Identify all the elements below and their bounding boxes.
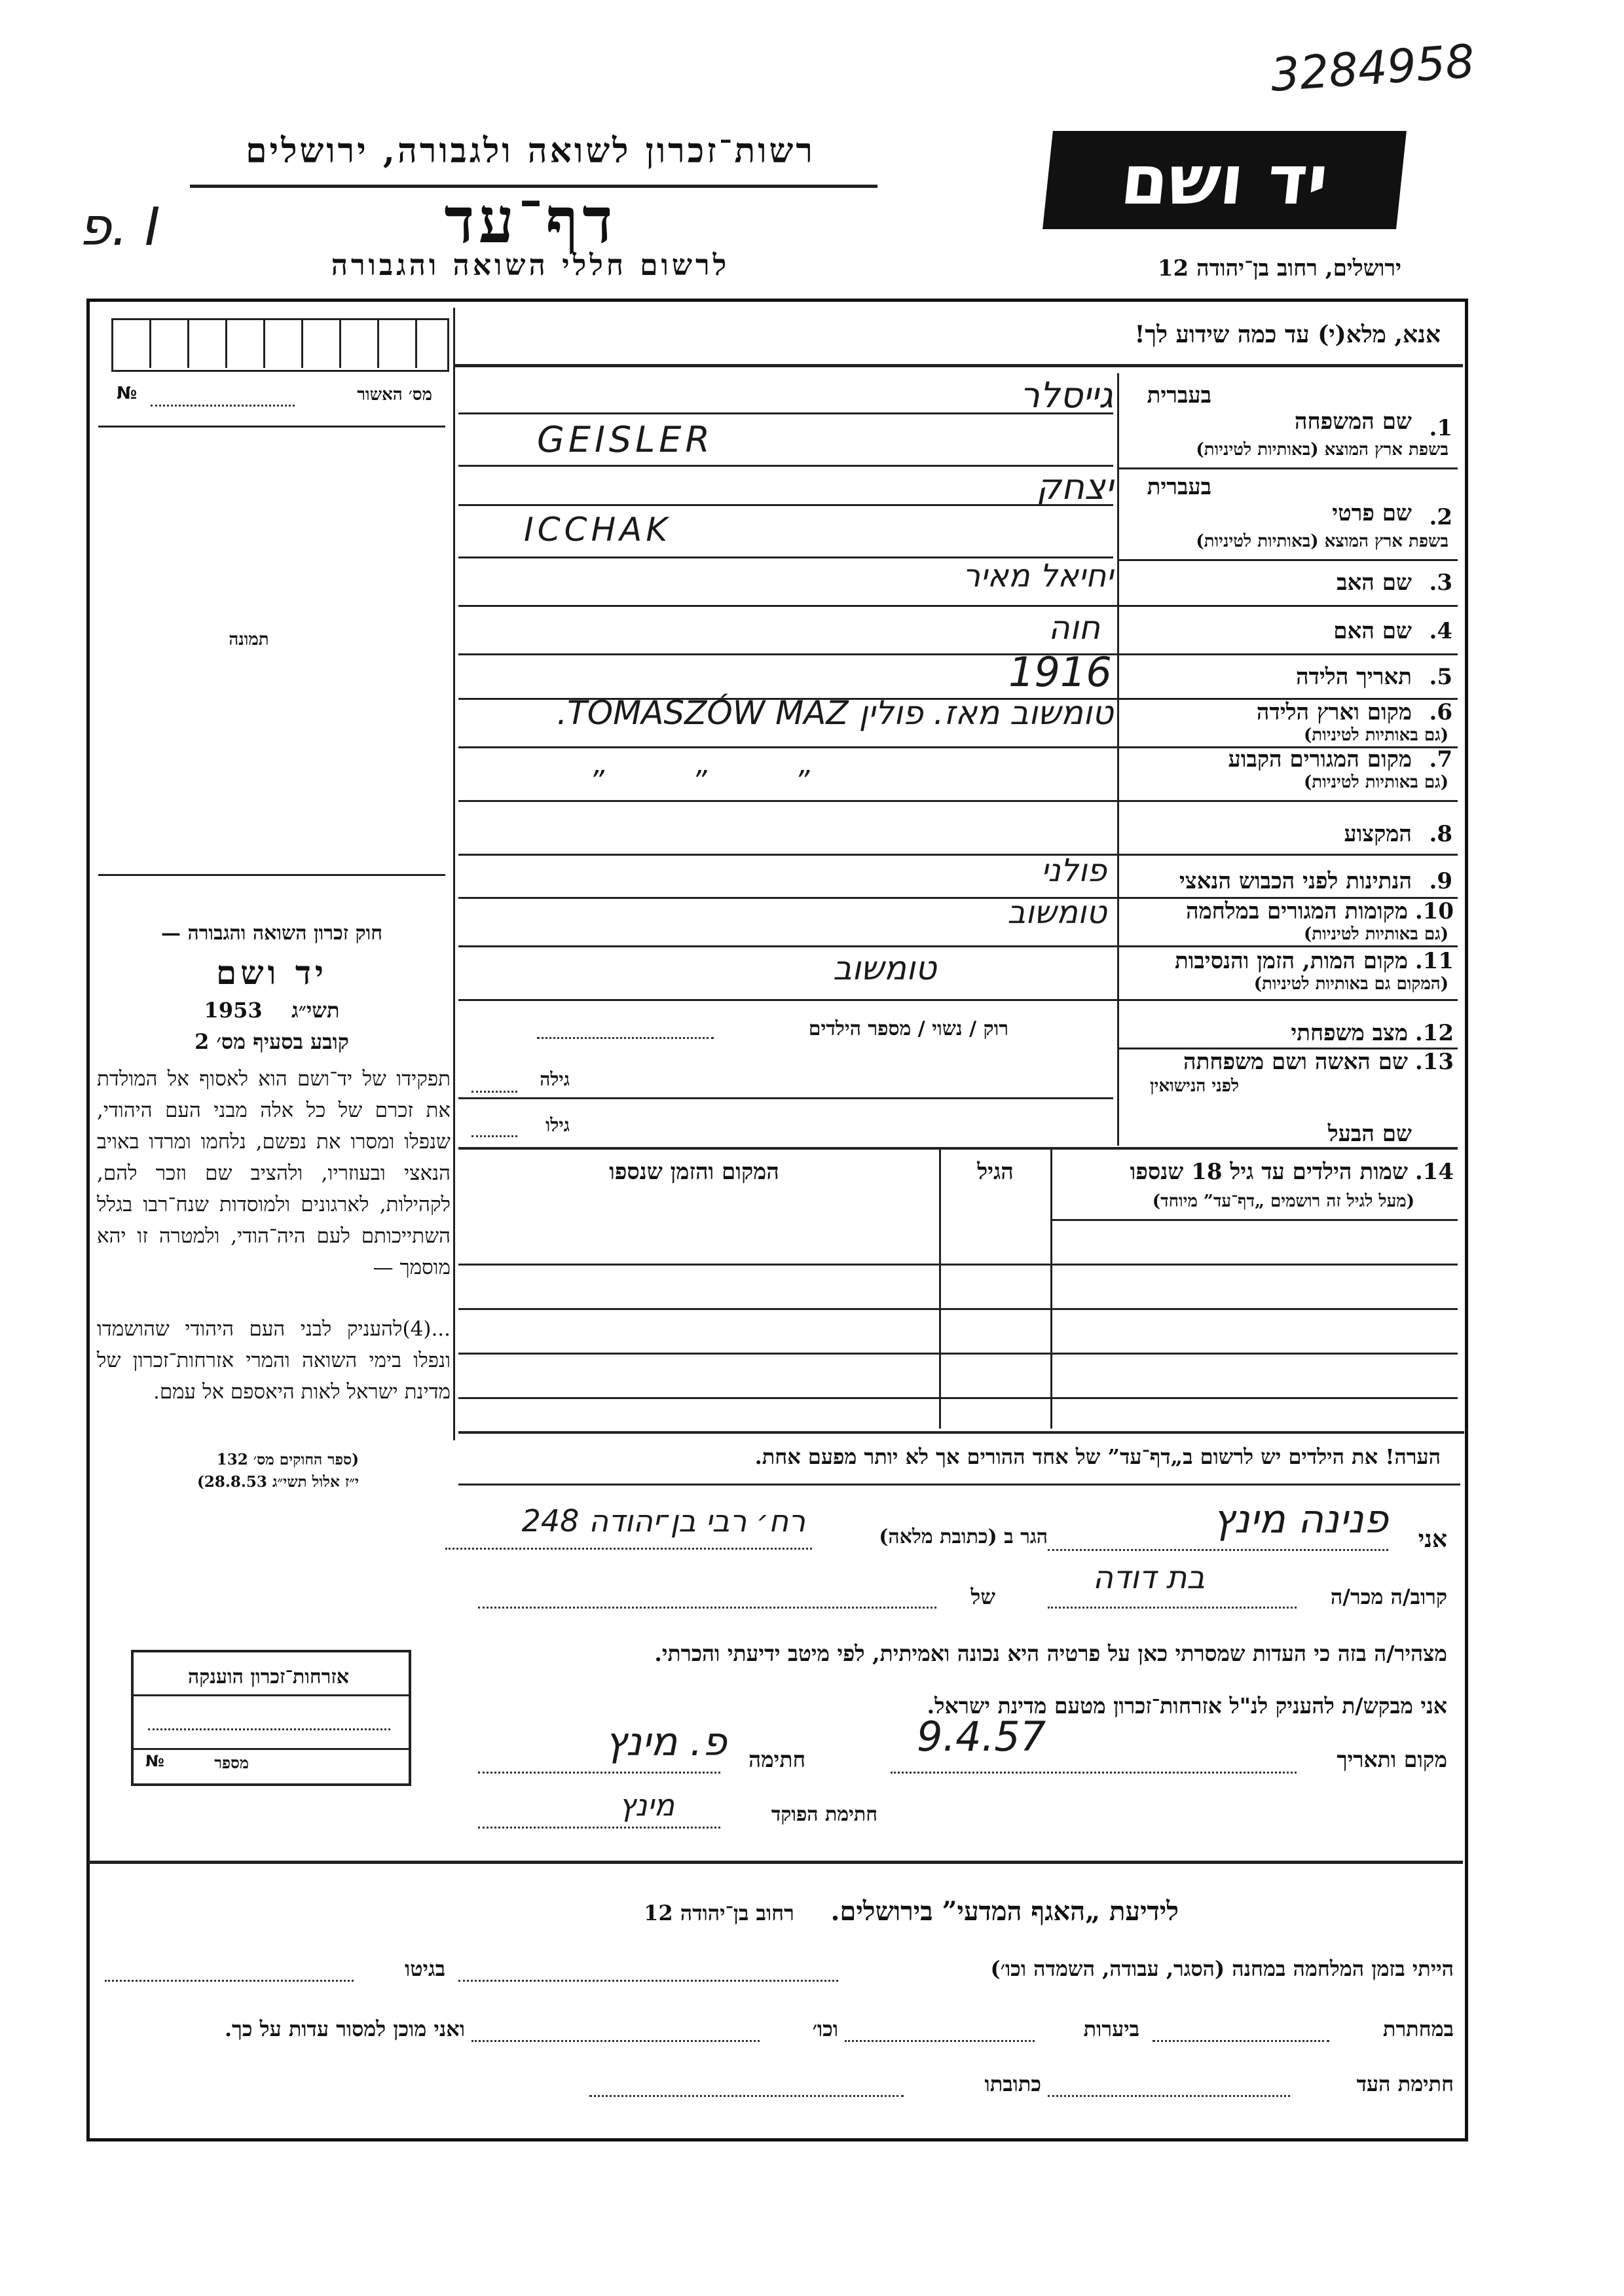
of-line — [478, 1607, 936, 1609]
etc-line — [471, 2040, 760, 2042]
intro-line — [454, 364, 1463, 367]
field-9-label: הנתינות לפני הכבוש הנאצי — [1179, 868, 1412, 894]
wife-age-line — [471, 1091, 517, 1093]
field-6-number: 6. — [1429, 699, 1452, 725]
field-2-hebrew-line — [458, 504, 1113, 506]
birth-place: טומשוב מאז. פולין TOMASZÓW MAZ. — [557, 694, 1113, 732]
law-year-heb: תשי״ג — [291, 998, 340, 1023]
field-4-number: 4. — [1429, 618, 1452, 644]
children-row-3 — [458, 1353, 1458, 1355]
law-text: תפקידו של יד־ושם הוא לאסוף אל המולדת את זכרם של כל אלה מבני העם היהודי, שנפלו ומסרו את נפשם, נלחמו ומרדו באויב הנאצי ובעוזריו, ולהציב שם וזכר להם, לקהילות, לארגונים ולמוסדות שנח־רבו בגלל השתייכותם לעם היה־הודי, ולמטרה זו יהא מוסמך — — [97, 1067, 451, 1279]
place-date-label: מקום ותאריך — [1337, 1747, 1447, 1772]
first-name-hebrew: יצחק — [1036, 466, 1113, 507]
approval-no-line — [151, 405, 295, 407]
stamp-divider — [339, 318, 341, 368]
first-name-latin: ICCHAK — [524, 511, 672, 549]
children-row-1 — [458, 1264, 1458, 1266]
camp-label: הייתי בזמן המלחמה במחנה (הסגר, עבודה, השמדה וכו׳) — [990, 1956, 1454, 1981]
field-14-label: שמות הילדים עד גיל 18 שנספו — [1130, 1159, 1408, 1185]
field-1-hebrew-line — [458, 412, 1113, 414]
law-title: חוק זכרון השואה והגבורה — — [161, 922, 382, 945]
wife-age-label: גילה — [540, 1068, 570, 1090]
approval-no-label: מס׳ האשור — [357, 385, 432, 405]
declarant-line — [1048, 1549, 1388, 1551]
address: ירושלים, רחוב בן־יהודה 12 — [1157, 255, 1401, 282]
stamp-divider — [263, 318, 265, 368]
field-5-number: 5. — [1429, 664, 1452, 690]
certificate-number-label: מספר — [214, 1753, 249, 1772]
stamp-divider — [149, 318, 151, 368]
certificate-sub-line — [131, 1748, 409, 1750]
children-col-place: המקום והזמן שנספו — [609, 1159, 779, 1185]
family-name-latin: GEISLER — [537, 419, 714, 460]
birth-date: 1916 — [1008, 648, 1112, 696]
declarant-signature: פ. מינץ — [604, 1719, 727, 1765]
forests-line — [845, 2040, 1035, 2042]
children-bottom — [458, 1431, 1464, 1434]
husband-age-label: גילו — [545, 1114, 570, 1136]
bottom-heading-text: לידיעת „האגף המדעי” בירושלים. — [830, 1896, 1179, 1927]
stamp-divider — [377, 318, 379, 368]
wartime-residence: טומשוב — [1007, 894, 1107, 931]
left-column-divider — [453, 308, 455, 1440]
officer-signature-line — [478, 1827, 720, 1829]
declarant-address: רח׳ רבי בן־יהודה 248 — [521, 1503, 805, 1539]
law-ref-2: י״ז אלול תשי״ג 28.8.53) — [197, 1473, 359, 1491]
residence-label: הגר ב (כתובת מלאה) — [879, 1525, 1048, 1548]
marital-status: רוק / נשוי / מספר הילדים — [808, 1017, 1008, 1040]
field-3-label: שם האב — [1337, 570, 1412, 596]
field-10-sub: (גם באותיות לטיניות) — [1303, 924, 1449, 944]
field-12-number: 12. — [1414, 1020, 1454, 1046]
field-7-line — [458, 800, 1458, 802]
field-12-label: מצב משפחתי — [1291, 1020, 1408, 1046]
bottom-heading-address: רחוב בן־יהודה 12 — [644, 1901, 794, 1925]
field-8-number: 8. — [1429, 821, 1452, 847]
label-column-divider — [1117, 373, 1119, 1146]
field-11-label: מקום המות, הזמן והנסיבות — [1174, 948, 1408, 974]
field-6-sub: (גם באותיות לטיניות) — [1303, 725, 1449, 745]
field-13-number: 13. — [1414, 1049, 1454, 1075]
stamp-boxes — [111, 318, 449, 372]
declaration-date: 9.4.57 — [917, 1713, 1046, 1760]
husband-age-line — [471, 1135, 517, 1137]
children-col-divider-1 — [939, 1147, 941, 1429]
underground-label: במחתרת — [1382, 2016, 1454, 2041]
field-11-line — [458, 999, 1458, 1001]
father-name: יחיאל מאיר — [963, 558, 1113, 594]
field-4-line — [458, 653, 1458, 655]
field-13-line — [458, 1097, 1113, 1099]
declarant-label: אני — [1418, 1525, 1447, 1553]
underground-line — [1153, 2040, 1329, 2042]
field-2-sub: בשפת ארץ המוצא (באותיות לטיניות) — [1196, 532, 1449, 551]
field-2-number: 2. — [1429, 504, 1452, 530]
field-1-bottom — [1117, 467, 1458, 469]
witness-signature-line — [1048, 2095, 1290, 2097]
field-14-number: 14. — [1414, 1159, 1454, 1185]
forests-label: ביערות — [1083, 2016, 1139, 2041]
field-1-number: 1. — [1429, 415, 1452, 441]
mother-name: חוה — [1048, 609, 1100, 647]
nationality: פולני — [1041, 852, 1107, 889]
field-13-sub: לפני הנישואין — [1149, 1076, 1239, 1096]
ghetto-label: בגיטו — [405, 1956, 445, 1981]
witness-address-line — [589, 2095, 904, 2097]
relative-label: קרוב/ה מכר/ה — [1330, 1584, 1447, 1609]
form-subtitle: לרשום חללי השואה והגבורה — [331, 249, 730, 282]
children-row-2 — [458, 1308, 1458, 1310]
form-intro: אנא, מלא(י) עד כמה שידוע לך! — [1134, 321, 1441, 348]
field-6-label: מקום וארץ הלידה — [1256, 699, 1412, 725]
field-1-lang-label: בעברית — [1147, 382, 1211, 409]
children-header-line — [1050, 1219, 1458, 1221]
field-3-number: 3. — [1429, 570, 1452, 596]
approval-line — [98, 426, 445, 428]
field-husband-line — [458, 1147, 1458, 1150]
field-2-bottom — [1117, 559, 1458, 561]
camp-line — [458, 1980, 838, 1982]
bottom-heading — [458, 1896, 1179, 1927]
declarant-name: פנינה מינץ — [1213, 1497, 1388, 1542]
field-11-number: 11. — [1414, 948, 1454, 974]
yad-vashem-logo — [1043, 131, 1407, 229]
of-label: של — [970, 1584, 995, 1609]
ghetto-line — [105, 1980, 354, 1982]
field-11-sub: (המקום גם באותיות לטיניות) — [1253, 974, 1449, 994]
children-row-4 — [458, 1397, 1458, 1399]
husband-label: שם הבעל — [1327, 1121, 1412, 1147]
address-line — [445, 1548, 812, 1550]
law-section: קובע בסעיף מס׳ 2 — [194, 1029, 349, 1054]
law-ref-1: (ספר החוקים מס׳ 132 — [216, 1451, 359, 1468]
signature-label: חתימה — [748, 1747, 805, 1772]
children-col-age: הגיל — [977, 1159, 1014, 1185]
field-2-label: שם פרטי — [1332, 500, 1412, 526]
field-10-line — [458, 945, 1458, 947]
logo-text: יד ושם — [1117, 140, 1332, 220]
signature-line — [478, 1772, 720, 1774]
stamp-divider — [301, 318, 303, 368]
field-1-sub: בשפת ארץ המוצא (באותיות לטיניות) — [1196, 440, 1449, 460]
stamp-divider — [187, 318, 189, 368]
officer-signature-label: חתימת הפוקד — [771, 1803, 877, 1826]
org-line: רשות־זכרון לשואה ולגבורה, ירושלים — [246, 131, 815, 171]
field-2-lang-label: בעברית — [1147, 474, 1211, 500]
death-place: טומשוב — [833, 949, 936, 987]
children-note: הערה! את הילדים יש לרשום ב„דף־עד” של אחד ההורים אך לא יותר מפעם אחת. — [754, 1444, 1441, 1469]
field-7-label: מקום המגורים הקבוע — [1228, 746, 1412, 773]
law-year-row — [95, 998, 449, 1023]
relative-line — [1048, 1607, 1297, 1609]
family-name-hebrew: גייסלר — [1020, 374, 1113, 416]
certificate-number-symbol: № — [145, 1752, 164, 1770]
photo-label: תמונה — [229, 630, 269, 649]
field-4-label: שם האם — [1333, 618, 1412, 644]
witness-signature-label: חתימת העד — [1356, 2071, 1454, 2096]
relative-value: בת דודה — [1092, 1559, 1205, 1596]
note-box — [458, 1438, 1460, 1485]
certificate-title: אזרחות־זכרון הוענקה — [187, 1666, 350, 1688]
archive-number: 3284958 — [1268, 34, 1477, 102]
certificate-title-line — [131, 1694, 409, 1696]
children-count-line — [537, 1037, 714, 1039]
field-8-label: המקצוע — [1344, 821, 1412, 847]
form-title: דף־עד — [444, 183, 617, 257]
approval-no-symbol: № — [117, 384, 138, 403]
law-logo: יד ושם — [216, 953, 327, 992]
residence: ” ” ” — [589, 765, 810, 798]
photo-area-bottom — [98, 874, 445, 876]
witness-address-label: כתובתו — [984, 2071, 1041, 2096]
law-year: 1953 — [204, 998, 263, 1023]
children-col-divider-2 — [1050, 1147, 1052, 1429]
place-date-line — [891, 1772, 1297, 1774]
field-10-number: 10. — [1414, 898, 1454, 924]
field-10-label: מקומות המגורים במלחמה — [1185, 898, 1408, 924]
field-13-label: שם האשה ושם משפחתה — [1183, 1049, 1408, 1075]
certificate-line — [148, 1728, 390, 1730]
officer-signature: מינץ — [619, 1787, 674, 1823]
field-7-sub: (גם באותיות לטיניות) — [1303, 773, 1449, 792]
field-14-sub: (מעל לגיל זה רושמים „דף־עד” מיוחד) — [1152, 1192, 1414, 1211]
declaration-statement: מצהיר/ה בזה כי העדות שמסרתי כאן על פרטיה היא נכונה ואמיתית, לפי מיטב ידיעתי והכרתי. — [654, 1641, 1447, 1666]
etc-label: וכו׳ — [812, 2016, 838, 2041]
stamp-divider — [415, 318, 417, 368]
handwritten-mark: פ. I — [79, 196, 160, 257]
declaration-divider — [88, 1861, 1463, 1864]
law-text-2: ...(4)להעניק לבני העם היהודי שהושמדו ונפלו בימי השואה והמרי אזרחות־זכרון של מדינת ישראל לאות היאספם אל עמם. — [97, 1317, 451, 1404]
field-3-line — [458, 605, 1458, 607]
testimony-offer: ואני מוכן למסור עדות על כך. — [224, 2016, 465, 2041]
field-1-label: שם המשפחה — [1294, 409, 1412, 435]
stamp-divider — [225, 318, 227, 368]
declaration-request: אני מבקש/ת להעניק לנ"ל אזרחות־זכרון מטעם מדינת ישראל. — [927, 1693, 1447, 1719]
field-5-label: תאריך הלידה — [1295, 664, 1412, 690]
field-7-number: 7. — [1429, 746, 1452, 773]
field-9-number: 9. — [1429, 868, 1452, 894]
